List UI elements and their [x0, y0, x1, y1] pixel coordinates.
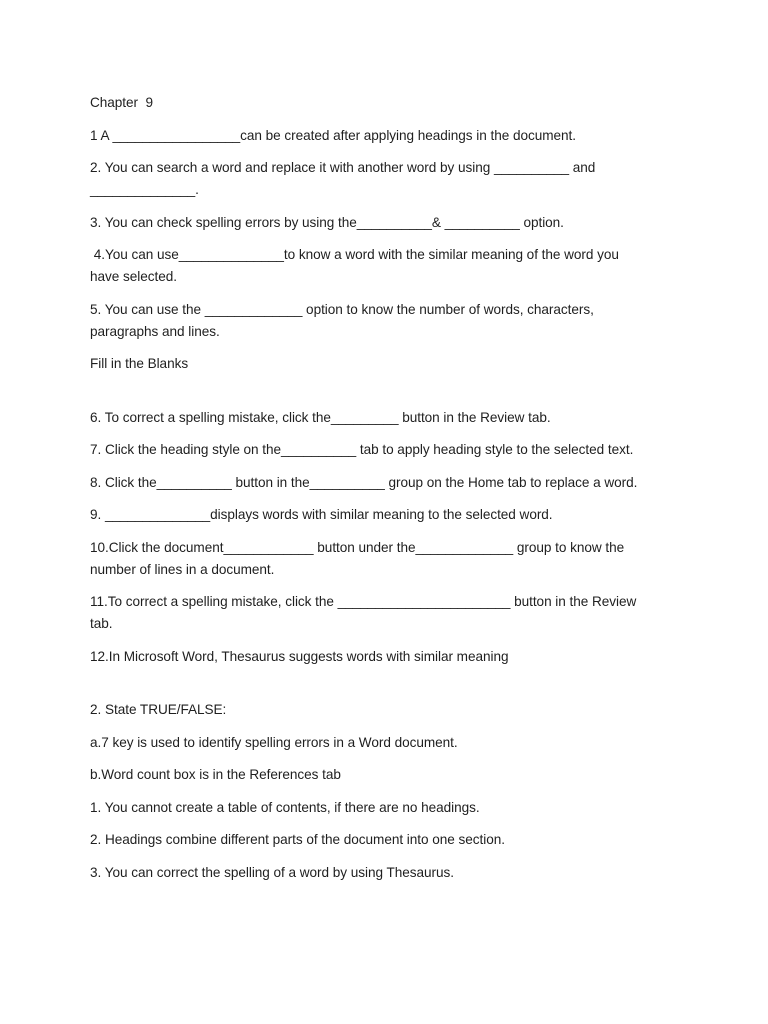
fill-in-blanks-heading: Fill in the Blanks: [90, 356, 189, 371]
statement-3: 3. You can correct the spelling of a word by using Thesaurus.: [90, 864, 454, 880]
question-9: 9. ______________displays words with similar meaning to the selected word.: [90, 507, 553, 522]
question-1: 1 A _________________can be created after applying headings in the document.: [90, 127, 576, 143]
question-8: 8. Click the__________ button in the__________ group on the Home tab to replace a word.: [90, 474, 638, 490]
question-11: 11.To correct a spelling mistake, click the _______________________ button in the Review tab.: [90, 594, 637, 631]
question-7: 7. Click the heading style on the__________ tab to apply heading style to the selected text.: [90, 442, 634, 457]
blank-line: [90, 386, 690, 407]
question-10: 10.Click the document____________ button under the_____________ group to know the number of lines in a document.: [90, 539, 625, 577]
question-5: 5. You can use the _____________ option to know the number of words, characters, paragraphs and lines.: [90, 301, 594, 339]
true-false-heading: 2. State TRUE/FALSE:: [90, 702, 227, 717]
question-3: 3. You can check spelling errors by using the__________& __________ option.: [90, 214, 564, 230]
statement-1: 1. You cannot create a table of contents, if there are no headings.: [90, 799, 480, 815]
blank-line: [90, 678, 690, 699]
question-12: 12.In Microsoft Word, Thesaurus suggests words with similar meaning: [90, 648, 509, 664]
question-6: 6. To correct a spelling mistake, click the_________ button in the Review tab.: [90, 409, 551, 425]
question-2: 2. You can search a word and replace it with another word by using __________ and ______________.: [90, 160, 596, 197]
statement-a: a.7 key is used to identify spelling errors in a Word document.: [90, 734, 458, 750]
statement-2: 2. Headings combine different parts of the document into one section.: [90, 832, 505, 847]
question-4: 4.You can use______________to know a word with the similar meaning of the word you have selected.: [90, 247, 619, 284]
chapter-heading: Chapter 9: [90, 95, 153, 110]
statement-b: b.Word count box is in the References tab: [90, 767, 341, 782]
document-body: [90, 92, 690, 894]
